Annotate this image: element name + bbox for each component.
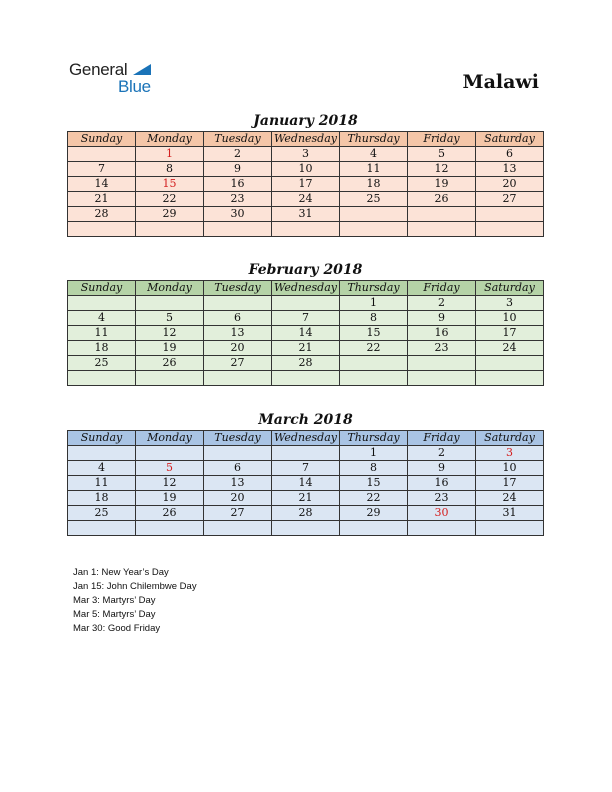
- weekday-friday: Friday: [408, 281, 476, 296]
- day-cell: 1: [340, 446, 408, 461]
- day-cell: 8: [136, 162, 204, 177]
- day-cell: 24: [476, 341, 544, 356]
- empty-cell: [408, 222, 476, 237]
- empty-cell: [476, 207, 544, 222]
- day-cell: 5: [408, 147, 476, 162]
- empty-cell: [204, 296, 272, 311]
- weekday-monday: Monday: [136, 132, 204, 147]
- day-cell: 31: [272, 207, 340, 222]
- empty-cell: [476, 222, 544, 237]
- logo: [69, 60, 169, 96]
- day-cell: 25: [68, 506, 136, 521]
- holiday-day-cell: 15: [136, 177, 204, 192]
- day-cell: 2: [408, 446, 476, 461]
- empty-cell: [340, 356, 408, 371]
- empty-cell: [68, 371, 136, 386]
- day-cell: 13: [204, 476, 272, 491]
- day-cell: 3: [476, 296, 544, 311]
- weekday-monday: Monday: [136, 281, 204, 296]
- day-cell: 15: [340, 326, 408, 341]
- day-cell: 11: [340, 162, 408, 177]
- empty-cell: [136, 296, 204, 311]
- day-cell: 28: [68, 207, 136, 222]
- empty-cell: [476, 521, 544, 536]
- week-row: [68, 192, 544, 207]
- day-cell: 13: [476, 162, 544, 177]
- empty-cell: [476, 356, 544, 371]
- day-cell: 9: [408, 311, 476, 326]
- day-cell: 16: [408, 476, 476, 491]
- day-cell: 2: [204, 147, 272, 162]
- day-cell: 4: [340, 147, 408, 162]
- day-cell: 21: [272, 341, 340, 356]
- day-cell: 19: [136, 491, 204, 506]
- empty-cell: [136, 521, 204, 536]
- day-cell: 27: [204, 506, 272, 521]
- day-cell: 14: [68, 177, 136, 192]
- week-row: [68, 326, 544, 341]
- day-cell: 25: [68, 356, 136, 371]
- day-cell: 22: [136, 192, 204, 207]
- country-title: Malawi: [462, 71, 539, 93]
- holiday-list: [73, 566, 197, 636]
- holiday-item: Mar 3: Martyrs’ Day: [73, 595, 156, 606]
- week-row: [68, 207, 544, 222]
- day-cell: 18: [340, 177, 408, 192]
- day-cell: 17: [476, 326, 544, 341]
- week-row: [68, 491, 544, 506]
- holiday-day-cell: 30: [408, 506, 476, 521]
- day-cell: 16: [408, 326, 476, 341]
- day-cell: 21: [272, 491, 340, 506]
- day-cell: 10: [476, 311, 544, 326]
- weekday-wednesday: Wednesday: [272, 281, 340, 296]
- weekday-thursday: Thursday: [340, 431, 408, 446]
- weekday-sunday: Sunday: [68, 431, 136, 446]
- day-cell: 12: [136, 476, 204, 491]
- weekday-header-row: [68, 132, 544, 147]
- logo-triangle-icon: [133, 64, 151, 75]
- day-cell: 10: [272, 162, 340, 177]
- day-cell: 24: [272, 192, 340, 207]
- empty-cell: [272, 371, 340, 386]
- week-row: [68, 521, 544, 536]
- empty-cell: [136, 446, 204, 461]
- empty-cell: [340, 207, 408, 222]
- day-cell: 7: [272, 461, 340, 476]
- empty-cell: [340, 222, 408, 237]
- day-cell: 26: [136, 506, 204, 521]
- holiday-item: Jan 15: John Chilembwe Day: [73, 581, 197, 592]
- day-cell: 19: [408, 177, 476, 192]
- week-row: [68, 147, 544, 162]
- day-cell: 20: [204, 341, 272, 356]
- day-cell: 23: [204, 192, 272, 207]
- month-february: [67, 260, 544, 386]
- empty-cell: [204, 521, 272, 536]
- day-cell: 11: [68, 326, 136, 341]
- day-cell: 6: [204, 311, 272, 326]
- day-cell: 17: [476, 476, 544, 491]
- day-cell: 29: [340, 506, 408, 521]
- day-cell: 12: [408, 162, 476, 177]
- day-cell: 9: [204, 162, 272, 177]
- weekday-saturday: Saturday: [476, 431, 544, 446]
- holiday-day-cell: 1: [136, 147, 204, 162]
- day-cell: 11: [68, 476, 136, 491]
- empty-cell: [68, 296, 136, 311]
- empty-cell: [340, 371, 408, 386]
- day-cell: 28: [272, 356, 340, 371]
- day-cell: 14: [272, 476, 340, 491]
- day-cell: 18: [68, 341, 136, 356]
- holiday-item: Jan 1: New Year’s Day: [73, 567, 169, 578]
- empty-cell: [340, 521, 408, 536]
- empty-cell: [204, 446, 272, 461]
- day-cell: 30: [204, 207, 272, 222]
- week-row: [68, 371, 544, 386]
- week-row: [68, 461, 544, 476]
- day-cell: 5: [136, 311, 204, 326]
- empty-cell: [204, 222, 272, 237]
- weekday-tuesday: Tuesday: [204, 281, 272, 296]
- calendar-table-march: [67, 430, 544, 536]
- weekday-friday: Friday: [408, 431, 476, 446]
- empty-cell: [408, 371, 476, 386]
- weekday-saturday: Saturday: [476, 132, 544, 147]
- empty-cell: [136, 222, 204, 237]
- holiday-day-cell: 5: [136, 461, 204, 476]
- day-cell: 2: [408, 296, 476, 311]
- weekday-thursday: Thursday: [340, 132, 408, 147]
- day-cell: 10: [476, 461, 544, 476]
- day-cell: 23: [408, 341, 476, 356]
- day-cell: 4: [68, 461, 136, 476]
- empty-cell: [408, 207, 476, 222]
- month-january: [67, 111, 544, 237]
- day-cell: 22: [340, 491, 408, 506]
- weekday-sunday: Sunday: [68, 281, 136, 296]
- day-cell: 12: [136, 326, 204, 341]
- week-row: [68, 506, 544, 521]
- weekday-monday: Monday: [136, 431, 204, 446]
- day-cell: 20: [476, 177, 544, 192]
- empty-cell: [68, 446, 136, 461]
- day-cell: 28: [272, 506, 340, 521]
- day-cell: 26: [408, 192, 476, 207]
- weekday-header-row: [68, 431, 544, 446]
- day-cell: 22: [340, 341, 408, 356]
- day-cell: 21: [68, 192, 136, 207]
- week-row: [68, 177, 544, 192]
- day-cell: 27: [476, 192, 544, 207]
- day-cell: 14: [272, 326, 340, 341]
- day-cell: 3: [272, 147, 340, 162]
- empty-cell: [272, 222, 340, 237]
- week-row: [68, 222, 544, 237]
- weekday-header-row: [68, 281, 544, 296]
- empty-cell: [68, 521, 136, 536]
- holiday-item: Mar 30: Good Friday: [73, 623, 161, 634]
- day-cell: 17: [272, 177, 340, 192]
- empty-cell: [272, 296, 340, 311]
- weekday-friday: Friday: [408, 132, 476, 147]
- day-cell: 8: [340, 461, 408, 476]
- week-row: [68, 446, 544, 461]
- day-cell: 7: [272, 311, 340, 326]
- holiday-item: Mar 5: Martyrs’ Day: [73, 609, 156, 620]
- day-cell: 1: [340, 296, 408, 311]
- day-cell: 26: [136, 356, 204, 371]
- calendar-table-february: [67, 280, 544, 386]
- week-row: [68, 476, 544, 491]
- empty-cell: [408, 521, 476, 536]
- month-title: March 2018: [258, 412, 353, 428]
- empty-cell: [136, 371, 204, 386]
- month-march: [67, 410, 544, 536]
- day-cell: 4: [68, 311, 136, 326]
- month-title: January 2018: [253, 113, 358, 129]
- week-row: [68, 356, 544, 371]
- weekday-thursday: Thursday: [340, 281, 408, 296]
- day-cell: 9: [408, 461, 476, 476]
- empty-cell: [68, 222, 136, 237]
- weekday-tuesday: Tuesday: [204, 132, 272, 147]
- calendar-table-january: [67, 131, 544, 237]
- day-cell: 19: [136, 341, 204, 356]
- day-cell: 24: [476, 491, 544, 506]
- empty-cell: [476, 371, 544, 386]
- day-cell: 18: [68, 491, 136, 506]
- day-cell: 13: [204, 326, 272, 341]
- day-cell: 27: [204, 356, 272, 371]
- day-cell: 25: [340, 192, 408, 207]
- day-cell: 20: [204, 491, 272, 506]
- empty-cell: [272, 521, 340, 536]
- empty-cell: [204, 371, 272, 386]
- day-cell: 23: [408, 491, 476, 506]
- day-cell: 16: [204, 177, 272, 192]
- month-title: February 2018: [248, 262, 363, 278]
- weekday-tuesday: Tuesday: [204, 431, 272, 446]
- logo-text-blue: Blue: [118, 77, 151, 96]
- day-cell: 29: [136, 207, 204, 222]
- day-cell: 31: [476, 506, 544, 521]
- weekday-sunday: Sunday: [68, 132, 136, 147]
- weekday-wednesday: Wednesday: [272, 431, 340, 446]
- day-cell: 6: [204, 461, 272, 476]
- week-row: [68, 341, 544, 356]
- week-row: [68, 311, 544, 326]
- holiday-day-cell: 3: [476, 446, 544, 461]
- logo-text-general: General: [69, 60, 128, 79]
- empty-cell: [272, 446, 340, 461]
- day-cell: 7: [68, 162, 136, 177]
- week-row: [68, 162, 544, 177]
- week-row: [68, 296, 544, 311]
- empty-cell: [68, 147, 136, 162]
- weekday-wednesday: Wednesday: [272, 132, 340, 147]
- day-cell: 15: [340, 476, 408, 491]
- day-cell: 6: [476, 147, 544, 162]
- weekday-saturday: Saturday: [476, 281, 544, 296]
- day-cell: 8: [340, 311, 408, 326]
- empty-cell: [408, 356, 476, 371]
